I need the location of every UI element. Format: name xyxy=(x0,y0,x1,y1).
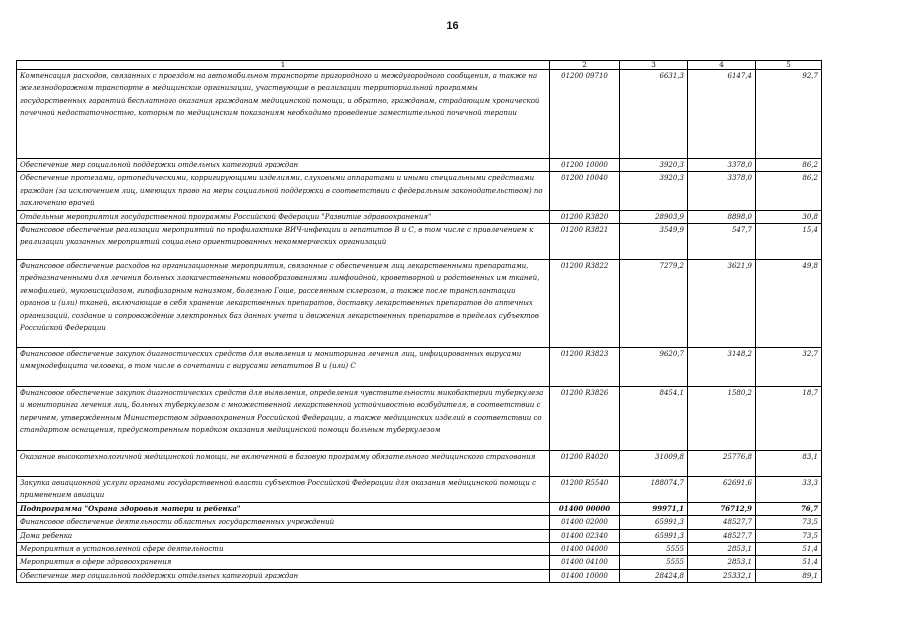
table-row xyxy=(17,556,822,569)
budget-code-cell: 01400 04100 xyxy=(550,556,620,569)
percent-cell: 15,4 xyxy=(756,224,822,260)
table-body xyxy=(17,70,822,583)
table-row xyxy=(17,502,822,515)
planned-amount-cell: 7279,2 xyxy=(620,260,688,348)
budget-code-cell: 01200 R4020 xyxy=(550,451,620,477)
planned-amount-cell: 3549,9 xyxy=(620,224,688,260)
table-row xyxy=(17,387,822,451)
column-number-3: 3 xyxy=(620,61,688,70)
actual-amount-cell: 3378,0 xyxy=(688,172,756,210)
row-name-cell: Мероприятия в сфере здравоохранения xyxy=(17,556,550,569)
actual-amount-cell: 3378,0 xyxy=(688,159,756,172)
actual-amount-cell: 1580,2 xyxy=(688,387,756,451)
table-row xyxy=(17,348,822,387)
column-number-5: 5 xyxy=(756,61,822,70)
percent-cell: 92,7 xyxy=(756,70,822,159)
actual-amount-cell: 2853,1 xyxy=(688,543,756,556)
planned-amount-cell: 99971,1 xyxy=(620,502,688,515)
budget-code-cell: 01200 R3821 xyxy=(550,224,620,260)
table-row xyxy=(17,159,822,172)
column-number-1: 1 xyxy=(17,61,550,70)
planned-amount-cell: 31009,8 xyxy=(620,451,688,477)
actual-amount-cell: 62691,6 xyxy=(688,477,756,503)
actual-amount-cell: 48527,7 xyxy=(688,529,756,542)
table-row xyxy=(17,224,822,260)
percent-cell: 30,8 xyxy=(756,210,822,223)
row-name-cell: Обеспечение протезами, ортопедическими, корригирующими изделиями, слуховыми аппаратами и иными специальными средствами граждан (за исключением лиц, имеющих право на меры социальной поддержки в соответствии с федеральным законодательством) по заключению врачей xyxy=(17,172,550,210)
percent-cell: 18,7 xyxy=(756,387,822,451)
row-name-cell: Финансовое обеспечение расходов на организационные мероприятия, связанные с обеспечением лиц лекарственными препаратами, предназначенными для лечения больных злокачественными новообразованиями лимфоидной, кроветворной и родственных им тканей, гемофилией, муковисцидозом, гипофизарным нанизмом, болезнью Гоше, рассеянным склерозом, а также после трансплантации органов и (или) тканей, включающие в себя хранение лекарственных препаратов, доставку лекарственных препаратов до аптечных организаций, создание и сопровождение электронных баз данных учета и движения лекарственных препаратов в пределах субъектов Российской Федерации xyxy=(17,260,550,348)
row-name-cell: Дома ребенка xyxy=(17,529,550,542)
row-name-cell: Компенсация расходов, связанных с проездом на автомобильном транспорте пригородного и междугородного сообщения, а также на железнодорожном транспорте в медицинские организации, участвующие в реализации территориальной программы государственных гарантий бесплатного оказания гражданам медицинской помощи, и обратно, гражданам, страдающим хронической почечной недостаточностью, которым по медицинским показаниям необходимо проведение заместительной почечной терапии xyxy=(17,70,550,159)
table-row xyxy=(17,172,822,210)
percent-cell: 33,3 xyxy=(756,477,822,503)
planned-amount-cell: 9620,7 xyxy=(620,348,688,387)
actual-amount-cell: 76712,9 xyxy=(688,502,756,515)
table-row xyxy=(17,70,822,159)
row-name-cell: Финансовое обеспечение закупок диагностических средств для выявления, определения чувствительности микобактерии туберкулеза и мониторинга лечения лиц, больных туберкулезом с множественной лекарственной устойчивостью возбудителя, в соответствии с перечнем, утвержденным Министерством здравоохранения Российской Федерации, а также медицинских изделий в соответствии со стандартом оснащения, предусмотренным порядком оказания медицинской помощи больным туберкулезом xyxy=(17,387,550,451)
budget-code-cell: 01400 10000 xyxy=(550,569,620,582)
actual-amount-cell: 8898,0 xyxy=(688,210,756,223)
row-name-cell: Обеспечение мер социальной поддержки отдельных категорий граждан xyxy=(17,159,550,172)
planned-amount-cell: 6631,3 xyxy=(620,70,688,159)
page-number: 16 xyxy=(446,20,459,32)
percent-cell: 83,1 xyxy=(756,451,822,477)
percent-cell: 73,5 xyxy=(756,529,822,542)
actual-amount-cell: 547,7 xyxy=(688,224,756,260)
percent-cell: 51,4 xyxy=(756,543,822,556)
percent-cell: 49,8 xyxy=(756,260,822,348)
row-name-cell: Оказание высокотехнологичной медицинской помощи, не включенной в базовую программу обязательного медицинского страхования xyxy=(17,451,550,477)
actual-amount-cell: 6147,4 xyxy=(688,70,756,159)
budget-code-cell: 01400 02340 xyxy=(550,529,620,542)
budget-code-cell: 01200 R5540 xyxy=(550,477,620,503)
planned-amount-cell: 5555 xyxy=(620,543,688,556)
row-name-cell: Закупка авиационной услуги органами государственной власти субъектов Российской Федерации для оказания медицинской помощи с применением авиации xyxy=(17,477,550,503)
actual-amount-cell: 25776,8 xyxy=(688,451,756,477)
planned-amount-cell: 8454,1 xyxy=(620,387,688,451)
budget-code-cell: 01400 04000 xyxy=(550,543,620,556)
column-number-row xyxy=(17,61,822,70)
row-name-cell: Финансовое обеспечение закупок диагностических средств для выявления и мониторинга лечения лиц, инфицированных вирусами иммунодефицита человека, в том числе в сочетании с вирусами гепатитов В и (или) С xyxy=(17,348,550,387)
table-row xyxy=(17,451,822,477)
table-row xyxy=(17,543,822,556)
percent-cell: 32,7 xyxy=(756,348,822,387)
row-name-cell: Обеспечение мер социальной поддержки отдельных категорий граждан xyxy=(17,569,550,582)
percent-cell: 86,2 xyxy=(756,172,822,210)
actual-amount-cell: 3148,2 xyxy=(688,348,756,387)
column-number-4: 4 xyxy=(688,61,756,70)
planned-amount-cell: 65991,3 xyxy=(620,516,688,529)
actual-amount-cell: 48527,7 xyxy=(688,516,756,529)
budget-code-cell: 01200 10000 xyxy=(550,159,620,172)
column-number-2: 2 xyxy=(550,61,620,70)
percent-cell: 86,2 xyxy=(756,159,822,172)
budget-code-cell: 01200 R3823 xyxy=(550,348,620,387)
budget-code-cell: 01200 R3826 xyxy=(550,387,620,451)
budget-code-cell: 01400 02000 xyxy=(550,516,620,529)
actual-amount-cell: 3621,9 xyxy=(688,260,756,348)
table-row xyxy=(17,569,822,582)
budget-code-cell: 01400 00000 xyxy=(550,502,620,515)
actual-amount-cell: 2853,1 xyxy=(688,556,756,569)
table-row xyxy=(17,516,822,529)
percent-cell: 76,7 xyxy=(756,502,822,515)
percent-cell: 89,1 xyxy=(756,569,822,582)
percent-cell: 51,4 xyxy=(756,556,822,569)
budget-code-cell: 01200 R3822 xyxy=(550,260,620,348)
budget-code-cell: 01200 R3820 xyxy=(550,210,620,223)
budget-code-cell: 01200 10040 xyxy=(550,172,620,210)
table-row xyxy=(17,477,822,503)
row-name-cell: Мероприятия в установленной сфере деятельности xyxy=(17,543,550,556)
percent-cell: 73,5 xyxy=(756,516,822,529)
planned-amount-cell: 188074,7 xyxy=(620,477,688,503)
actual-amount-cell: 25332,1 xyxy=(688,569,756,582)
planned-amount-cell: 5555 xyxy=(620,556,688,569)
row-name-cell: Подпрограмма "Охрана здоровья матери и ребенка" xyxy=(17,502,550,515)
planned-amount-cell: 65991,3 xyxy=(620,529,688,542)
table-row xyxy=(17,210,822,223)
row-name-cell: Отдельные мероприятия государственной программы Российской Федерации "Развитие здравоохранения" xyxy=(17,210,550,223)
budget-execution-table xyxy=(16,60,822,583)
table-row xyxy=(17,260,822,348)
row-name-cell: Финансовое обеспечение деятельности областных государственных учреждений xyxy=(17,516,550,529)
planned-amount-cell: 3920,3 xyxy=(620,172,688,210)
table-row xyxy=(17,529,822,542)
planned-amount-cell: 28903,9 xyxy=(620,210,688,223)
planned-amount-cell: 28424,8 xyxy=(620,569,688,582)
budget-code-cell: 01200 09710 xyxy=(550,70,620,159)
planned-amount-cell: 3920,3 xyxy=(620,159,688,172)
row-name-cell: Финансовое обеспечение реализации мероприятий по профилактике ВИЧ-инфекции и гепатитов В и С, в том числе с привлечением к реализации указанных мероприятий социально ориентированных некоммерческих организаций xyxy=(17,224,550,260)
